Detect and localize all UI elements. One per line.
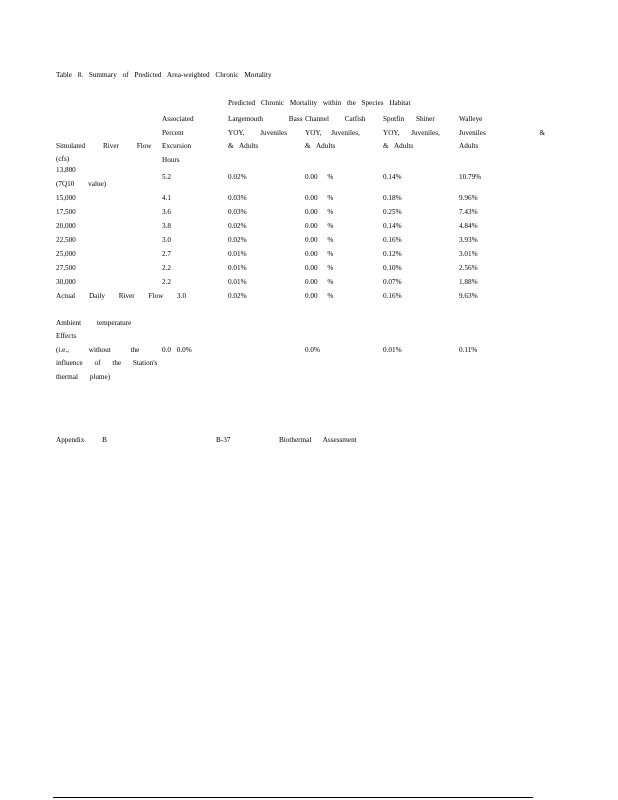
walleye-header: Walleye Juveniles & Adults (459, 115, 546, 150)
channel-catfish-header: Channel Catfish YOY, Juveniles, & Adults (305, 115, 366, 150)
footer-page-number: B-37 (216, 436, 231, 444)
footer-right: Biothermal Assessment (279, 436, 357, 444)
footer-left: Appendix B (56, 436, 107, 444)
excursion-header: Associated Percent Excursion Hours (162, 115, 194, 164)
table-title: Table 8. Summary of Predicted Area-weighted Chronic Mortality (56, 71, 272, 79)
spotfin-shiner-header: Spotfin Shiner YOY, Juveniles, & Adults (383, 115, 440, 150)
mortality-group-header: Predicted Chronic Mortality within the Species Habitat (228, 99, 411, 107)
bottom-rule (53, 797, 533, 798)
largemouth-bass-header: Largemouth Bass YOY, Juveniles & Adults (228, 115, 303, 150)
flow-header: Simulated River Flow (cfs) (56, 142, 152, 163)
